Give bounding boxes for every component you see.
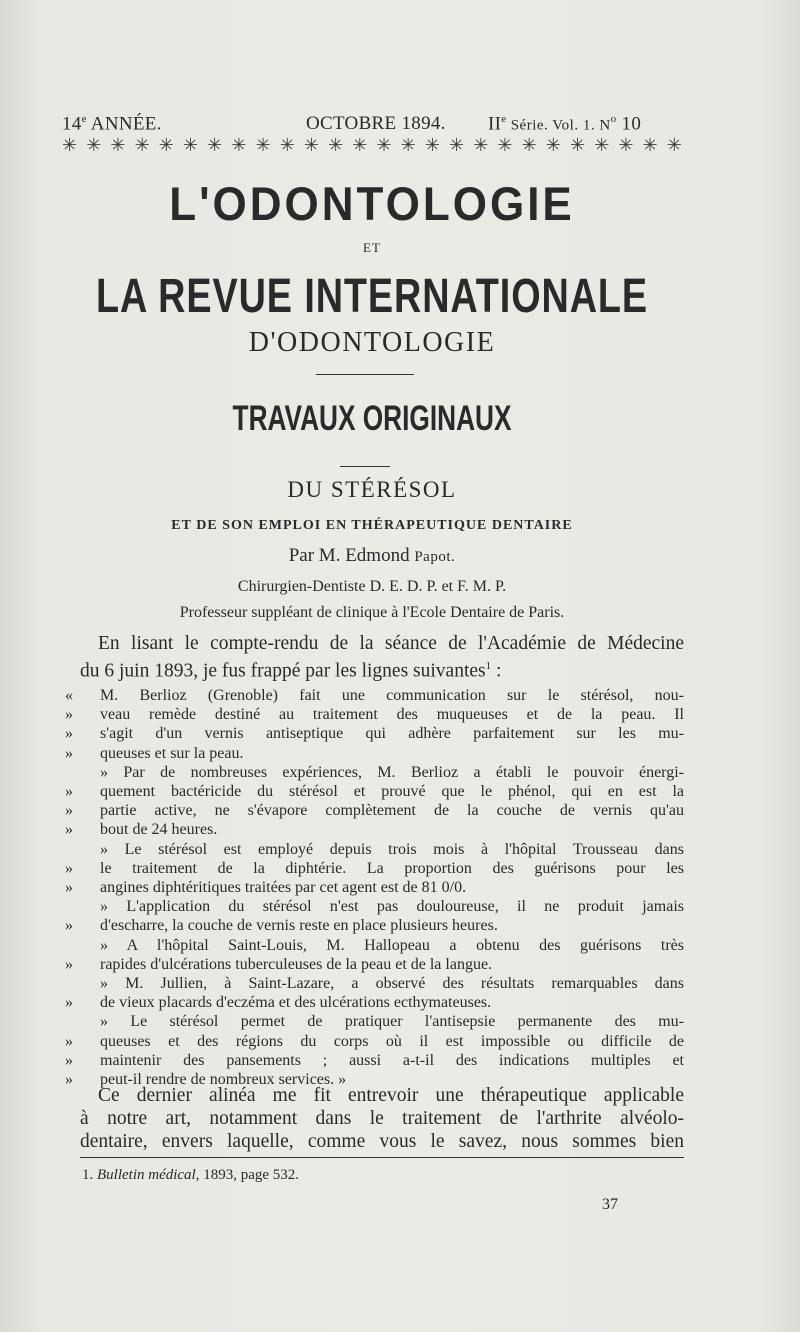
- journal-title-dodontologie: D'ODONTOLOGIE: [248, 327, 496, 358]
- quote-line: [65, 705, 684, 724]
- ornament-glyph: ✳: [497, 135, 513, 155]
- ornament-glyph: ✳: [569, 135, 586, 155]
- quote-line: [65, 686, 684, 705]
- quote-text: » Le stérésol est employé depuis trois mois à l'hôpital Trousseau dans: [100, 840, 684, 858]
- journal-title-revue: LA REVUE INTERNATIONALE: [95, 268, 649, 323]
- author-position: Professeur suppléant de clinique à l'Ecole Dentaire de Paris.: [179, 604, 565, 621]
- footnote: 1. Bulletin médical, 1893, page 532.: [82, 1167, 300, 1183]
- intro-line: En lisant le compte-rendu de la séance de l'Académie de Médecine: [98, 633, 684, 654]
- ornament-glyph: ✳: [279, 135, 295, 155]
- quote-line: [65, 859, 684, 878]
- quote-text: » Le stérésol permet de pratiquer l'antisepsie permanente des mu-: [100, 1013, 684, 1031]
- closing-line: dentaire, envers laquelle, comme vous le savez, nous sommes bien: [80, 1131, 684, 1152]
- author-credentials: Chirurgien-Dentiste D. E. D. P. et F. M. P.: [237, 578, 507, 595]
- article-title: DU STÉRÉSOL: [287, 477, 457, 502]
- quote-line: [65, 724, 684, 743]
- quote-line: [80, 763, 684, 782]
- quote-mark: »: [65, 1051, 73, 1069]
- quote-text: maintenir des pansements ; aussi a-t-il des indications multiples et: [100, 1051, 684, 1069]
- ornament-border: [62, 135, 682, 155]
- quote-line: [65, 993, 684, 1012]
- intro-line: du 6 juin 1893, je fus frappé par les lignes suivantes$^1$ :: [80, 660, 502, 682]
- quote-mark: »: [65, 859, 73, 877]
- ornament-glyph: ✳: [182, 135, 199, 155]
- quote-mark: »: [65, 1032, 73, 1050]
- quote-text: veau remède destiné au traitement des muqueuses et de la peau. Il: [100, 706, 684, 724]
- ornament-glyph: ✳: [231, 135, 247, 155]
- closing-paragraph: [80, 1084, 684, 1153]
- ornament-glyph: ✳: [376, 135, 392, 155]
- quote-line: [80, 936, 684, 955]
- quote-mark: »: [65, 917, 73, 935]
- ornament-glyph: ✳: [62, 135, 78, 155]
- quote-text: » L'application du stérésol n'est pas douloureuse, il ne produit jamais: [100, 898, 684, 916]
- ornament-glyph: ✳: [86, 135, 102, 155]
- ornament-glyph: ✳: [352, 135, 368, 155]
- quote-text: » Par de nombreuses expériences, M. Berlioz a établi le pouvoir énergi-: [100, 763, 684, 781]
- quote-text: angines diphtéritiques traitées par cet agent est de 81 0/0.: [100, 879, 467, 897]
- section-heading: TRAVAUX ORIGINAUX: [232, 398, 512, 438]
- ornament-glyph: ✳: [303, 135, 319, 155]
- quote-mark: «: [65, 687, 73, 704]
- quote-line: [65, 744, 684, 763]
- quote-mark: »: [65, 821, 73, 839]
- ornament-glyph: ✳: [424, 135, 440, 155]
- quote-mark: »: [65, 879, 73, 897]
- journal-conjunction: ET: [363, 240, 381, 255]
- quote-text: de vieux placards d'eczéma et des ulcérations ecthymateuses.: [100, 994, 492, 1012]
- ornament-glyph: ✳: [328, 135, 344, 155]
- divider-rule: [316, 374, 414, 375]
- quote-mark: »: [65, 802, 73, 820]
- quote-line: [65, 955, 684, 974]
- quote-mark: »: [65, 783, 73, 801]
- quote-line: [80, 897, 684, 916]
- footnote-rule: [80, 1157, 684, 1158]
- ornament-glyph: ✳: [642, 135, 658, 155]
- quote-text: bout de 24 heures.: [100, 821, 218, 839]
- quote-text: » M. Jullien, à Saint-Lazare, a observé des résultats remarquables dans: [100, 975, 684, 993]
- quote-text: quement bactéricide du stérésol et prouvé que le phénol, qui en est la: [100, 783, 684, 801]
- quote-line: [65, 801, 684, 820]
- closing-line: à notre art, notamment dans le traitement de l'arthrite alvéolo-: [80, 1108, 684, 1129]
- quote-text: s'agit d'un vernis antiseptique qui adhère parfaitement sur les mu-: [100, 725, 684, 743]
- ornament-glyph: ✳: [473, 135, 489, 155]
- quote-text: rapides d'ulcérations tuberculeuses de la peau et de la langue.: [100, 955, 493, 973]
- quote-line: [65, 878, 684, 897]
- page-number: 37: [602, 1196, 618, 1213]
- quote-mark: »: [65, 725, 73, 743]
- quote-line: [65, 1051, 684, 1070]
- quote-text: peut-il rendre de nombreux services. »: [100, 1071, 347, 1089]
- quote-mark: »: [65, 744, 73, 762]
- quote-line: [65, 916, 684, 935]
- ornament-glyph: ✳: [207, 135, 223, 155]
- ornament-glyph: ✳: [158, 135, 174, 155]
- journal-title: L'ODONTOLOGIE: [169, 178, 575, 231]
- quote-line: [80, 974, 684, 993]
- article-subtitle: ET DE SON EMPLOI EN THÉRAPEUTIQUE DENTAIRE: [171, 518, 573, 533]
- ornament-glyph: ✳: [449, 135, 465, 155]
- quote-mark: »: [65, 1071, 73, 1089]
- ornament-glyph: ✳: [521, 135, 537, 155]
- quote-line: [80, 1012, 684, 1031]
- ornament-glyph: ✳: [110, 135, 126, 155]
- quote-mark: »: [65, 706, 73, 724]
- header-date: OCTOBRE 1894.: [306, 113, 446, 134]
- quotation-block: [65, 686, 684, 1089]
- quote-text: queuses et sur la peau.: [100, 744, 244, 762]
- ornament-glyph: ✳: [400, 135, 416, 155]
- divider-rule-short: [340, 466, 390, 467]
- quote-line: [65, 820, 684, 839]
- quote-line: [80, 840, 684, 859]
- quote-mark: »: [65, 955, 73, 973]
- quote-line: [65, 1032, 684, 1051]
- ornament-glyph: ✳: [545, 135, 561, 155]
- article-byline: Par M. Edmond Papot.: [288, 545, 456, 566]
- closing-line: Ce dernier alinéa me fit entrevoir une thérapeutique applicable: [98, 1085, 684, 1106]
- quote-text: » A l'hôpital Saint-Louis, M. Hallopeau a obtenu des guérisons très: [100, 936, 684, 954]
- quote-text: le traitement de la diphtérie. La proportion des guérisons pour les: [100, 859, 684, 877]
- quote-text: d'escharre, la couche de vernis reste en place plusieurs heures.: [100, 917, 498, 935]
- ornament-glyph: ✳: [666, 135, 682, 155]
- quote-text: partie active, ne s'évapore complètement de la couche de vernis qu'au: [100, 802, 684, 820]
- quote-mark: »: [65, 994, 73, 1012]
- ornament-glyph: ✳: [134, 135, 150, 155]
- quote-line: [65, 782, 684, 801]
- intro-paragraph: [80, 632, 684, 683]
- header-series: IIe Série. Vol. 1. $N^o$ 10: [488, 113, 642, 135]
- ornament-glyph: ✳: [255, 135, 271, 155]
- ornament-glyph: ✳: [618, 135, 634, 155]
- quote-text: queuses et des régions du corps où il est impossible ou difficile de: [100, 1032, 684, 1050]
- header-year: 14e ANNÉE.: [62, 113, 162, 135]
- quote-text: M. Berlioz (Grenoble) fait une communication sur le stérésol, nou-: [100, 687, 684, 704]
- ornament-glyph: ✳: [594, 135, 610, 155]
